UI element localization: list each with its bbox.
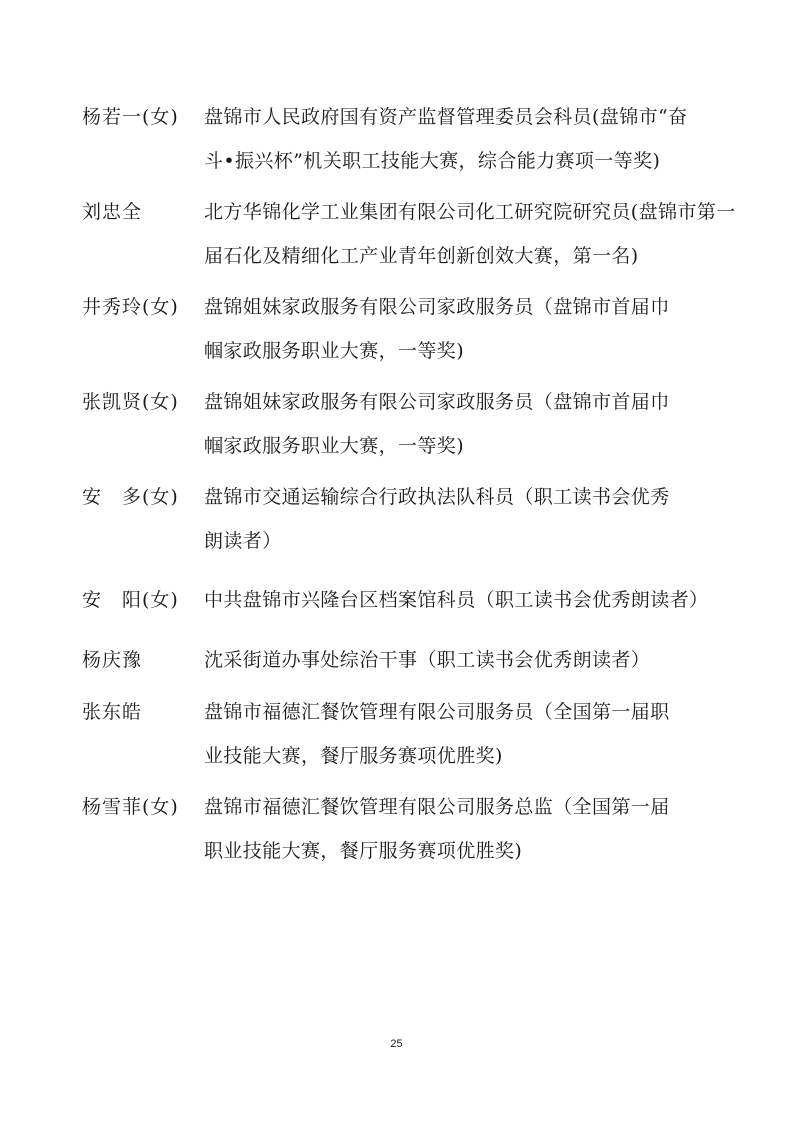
person-name: 张凯贤(女) bbox=[82, 391, 179, 413]
person-name: 杨雪菲(女) bbox=[82, 796, 179, 818]
description-line: 沈采街道办事处综治干事（职工读书会优秀朗读者） bbox=[204, 649, 651, 671]
description-line: 北方华锦化学工业集团有限公司化工研究院研究员(盘锦市第一 bbox=[204, 201, 736, 223]
description-line: 届石化及精细化工产业青年创新创效大赛，第一名) bbox=[204, 245, 639, 267]
description-line: 朗读者） bbox=[204, 530, 282, 552]
person-description bbox=[204, 380, 716, 468]
person-description bbox=[204, 285, 716, 373]
description-line: 业技能大赛，餐厅服务赛项优胜奖) bbox=[204, 745, 503, 767]
description-line: 盘锦市人民政府国有资产监督管理委员会科员(盘锦市“奋 bbox=[204, 106, 688, 128]
person-name: 安 多(女) bbox=[82, 486, 179, 508]
person-name: 杨庆豫 bbox=[82, 649, 143, 671]
person-name: 张东皓 bbox=[82, 701, 143, 723]
description-line: 盘锦市福德汇餐饮管理有限公司服务员（全国第一届职 bbox=[204, 701, 670, 723]
description-line: 盘锦市交通运输综合行政执法队科员（职工读书会优秀 bbox=[204, 486, 670, 508]
description-line: 中共盘锦市兴隆台区档案馆科员（职工读书会优秀朗读者） bbox=[204, 589, 709, 611]
person-description bbox=[204, 785, 716, 873]
description-line: 盘锦姐妹家政服务有限公司家政服务员（盘锦市首届巾 bbox=[204, 296, 670, 318]
person-name: 安 阳(女) bbox=[82, 589, 179, 611]
person-description bbox=[204, 190, 736, 278]
person-description bbox=[204, 475, 716, 563]
description-line: 盘锦市福德汇餐饮管理有限公司服务总监（全国第一届 bbox=[204, 796, 670, 818]
person-description bbox=[204, 690, 716, 778]
person-description bbox=[204, 638, 716, 682]
description-line: 职业技能大赛，餐厅服务赛项优胜奖) bbox=[204, 840, 523, 862]
description-line: 斗•振兴杯”机关职工技能大赛，综合能力赛项一等奖) bbox=[204, 150, 661, 172]
person-description bbox=[204, 95, 716, 183]
description-line: 帼家政服务职业大赛，一等奖) bbox=[204, 435, 465, 457]
description-line: 帼家政服务职业大赛，一等奖) bbox=[204, 340, 465, 362]
person-name: 刘忠全 bbox=[82, 201, 143, 223]
page-number: 25 bbox=[390, 1038, 403, 1050]
person-name: 井秀玲(女) bbox=[82, 296, 179, 318]
person-description bbox=[204, 578, 716, 622]
description-line: 盘锦姐妹家政服务有限公司家政服务员（盘锦市首届巾 bbox=[204, 391, 670, 413]
person-name: 杨若一(女) bbox=[82, 106, 179, 128]
